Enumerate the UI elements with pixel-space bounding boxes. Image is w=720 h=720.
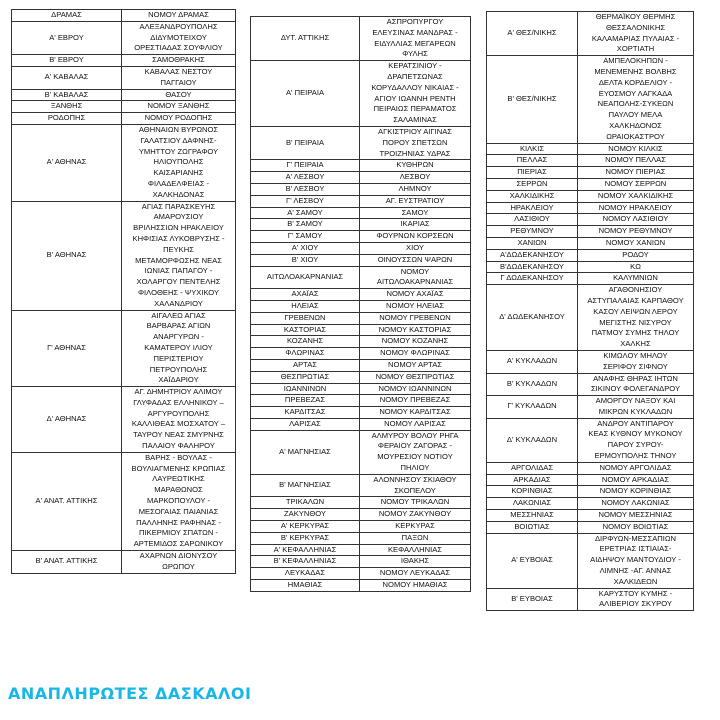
table-row [12, 89, 236, 101]
municipalities-cell: ΚΩ [578, 261, 694, 273]
area-cell: ΑΙΤΩΛΟΑΚΑΡΝΑΝΙΑΣ [251, 266, 360, 289]
municipalities-cell: ΝΟΜΟΥ ΙΩΑΝΝΙΝΩΝ [360, 383, 471, 395]
municipalities-cell: ΝΟΜΟΥ ΠΡΕΒΕΖΑΣ [360, 395, 471, 407]
municipalities-cell: ΑΓΑΘΟΝΗΣΙΟΥ ΑΣΤΥΠΑΛΑΙΑΣ ΚΑΡΠΑΘΟΥ ΚΑΣΟΥ ΛΕΙΨΩΝ ΛΕΡΟΥ ΜΕΓΙΣΤΗΣ ΝΙΣΥΡΟΥ ΠΑΤΜΟΥ ΣΥΜΗΣ ΤΗΛΟΥ ΧΑΛΚΗΣ [578, 285, 694, 351]
area-cell: ΗΡΑΚΛΕΙΟΥ [487, 202, 578, 214]
table-row [487, 462, 694, 474]
table-row [251, 266, 471, 289]
area-cell: ΡΟΔΟΠΗΣ [12, 113, 122, 125]
area-cell: ΗΛΕΙΑΣ [251, 300, 360, 312]
area-cell: ΞΑΝΘΗΣ [12, 101, 122, 113]
table-row [251, 348, 471, 360]
area-cell: ΑΡΓΟΛΙΔΑΣ [487, 462, 578, 474]
table-row [251, 509, 471, 521]
municipalities-cell: ΝΟΜΟΥ ΚΙΛΚΙΣ [578, 143, 694, 155]
table-row [251, 395, 471, 407]
municipalities-cell: ΑΓ. ΕΥΣΤΡΑΤΙΟΥ [360, 195, 471, 207]
municipalities-cell: ΝΟΜΟΥ ΠΕΛΛΑΣ [578, 155, 694, 167]
areas-table-middle [250, 16, 471, 592]
areas-table-left [11, 9, 236, 574]
table-row [251, 359, 471, 371]
area-cell: Δ' ΑΘΗΝΑΣ [12, 387, 122, 453]
table-row [12, 55, 236, 67]
municipalities-cell: ΑΙΓΑΛΕΩ ΑΓΙΑΣ ΒΑΡΒΑΡΑΣ ΑΓΙΩΝ ΑΝΑΡΓΥΡΩΝ - ΚΑΜΑΤΕΡΟΥ ΙΛΙΟΥ ΠΕΡΙΣΤΕΡΙΟΥ ΠΕΤΡΟΥΠΟΛΗΣ ΧΑΪΔΑΡΙΟΥ [122, 310, 236, 387]
municipalities-cell: ΑΓ. ΔΗΜΗΤΡΙΟΥ ΑΛΙΜΟΥ ΓΛΥΦΑΔΑΣ ΕΛΛΗΝΙΚΟΥ – ΑΡΓΥΡΟΥΠΟΛΗΣ ΚΑΛΛΙΘΕΑΣ ΜΟΣΧΑΤΟΥ – ΤΑΥΡΟΥ ΝΕΑΣ ΣΜΥΡΝΗΣ ΠΑΛΑΙΟΥ ΦΑΛΗΡΟΥ [122, 387, 236, 453]
area-cell: ΒΟΙΩΤΙΑΣ [487, 521, 578, 533]
table-row [251, 183, 471, 195]
municipalities-cell: ΛΗΜΝΟΥ [360, 183, 471, 195]
table-row [251, 407, 471, 419]
area-cell: Α' ΚΕΦΑΛΛΗΝΙΑΣ [251, 544, 360, 556]
area-cell: ΦΛΩΡΙΝΑΣ [251, 348, 360, 360]
area-cell: ΛΑΡΙΣΑΣ [251, 418, 360, 430]
municipalities-cell: ΝΟΜΟΥ ΦΛΩΡΙΝΑΣ [360, 348, 471, 360]
table-row [12, 452, 236, 550]
area-cell: Α' ΘΕΣ/ΝΙΚΗΣ [487, 12, 578, 56]
table-row [487, 373, 694, 396]
area-cell: Α' ΚΕΡΚΥΡΑΣ [251, 521, 360, 533]
area-cell: Α' ΧΙΟΥ [251, 242, 360, 254]
area-cell: Β' ΠΕΙΡΑΙΑ [251, 126, 360, 159]
area-cell: ΛΑΣΙΘΙΟΥ [487, 214, 578, 226]
table-row [251, 300, 471, 312]
municipalities-cell: ΡΟΔΟΥ [578, 249, 694, 261]
area-cell: ΚΑΣΤΟΡΙΑΣ [251, 324, 360, 336]
municipalities-cell: ΑΝΔΡΟΥ ΑΝΤΙΠΑΡΟΥ ΚΕΑΣ ΚΥΘΝΟΥ ΜΥΚΟΝΟΥ ΠΑΡΟΥ ΣΥΡΟΥ- ΕΡΜΟΥΠΟΛΗΣ ΤΗΝΟΥ [578, 418, 694, 462]
area-cell: ΗΜΑΘΙΑΣ [251, 580, 360, 592]
table-row [12, 201, 236, 310]
table-row [12, 101, 236, 113]
table-row [12, 21, 236, 54]
table-row [487, 350, 694, 373]
table-row [251, 474, 471, 497]
table-row [251, 207, 471, 219]
table-row [251, 61, 471, 127]
area-cell: Β' ΛΕΣΒΟΥ [251, 183, 360, 195]
municipalities-cell: ΑΘΗΝΑΙΩΝ ΒΥΡΩΝΟΣ ΓΑΛΑΤΣΙΟΥ ΔΑΦΝΗΣ- ΥΜΗΤΤΟΥ ΖΩΓΡΑΦΟΥ ΗΛΙΟΥΠΟΛΗΣ ΚΑΙΣΑΡΙΑΝΗΣ ΦΙΛΑΔΕΛΦΕΙΑΣ - ΧΑΛΚΗΔΟΝΑΣ [122, 124, 236, 201]
municipalities-cell: ΣΑΜΟΥ [360, 207, 471, 219]
table-row [487, 202, 694, 214]
municipalities-cell: ΔΙΡΦΥΩΝ-ΜΕΣΣΑΠΙΩΝ ΕΡΕΤΡΙΑΣ ΙΣΤΙΑΙΑΣ- ΑΙΔΗΨΟΥ ΜΑΝΤΟΥΔΙΟΥ - ΛΙΜΝΗΣ -ΑΓ. ΑΝΝΑΣ ΧΑΛΚΙΔΕΩΝ [578, 533, 694, 588]
area-cell: Γ' ΛΕΣΒΟΥ [251, 195, 360, 207]
area-cell: ΛΕΥΚΑΔΑΣ [251, 568, 360, 580]
municipalities-cell: ΚΕΡΑΤΣΙΝΙΟΥ - ΔΡΑΠΕΤΣΩΝΑΣ ΚΟΡΥΔΑΛΛΟΥ ΝΙΚΑΙΑΣ - ΑΓΙΟΥ ΙΩΑΝΝΗ ΡΕΝΤΗ ΠΕΙΡΑΙΩΣ ΠΕΡΑΜΑΤΟΣ ΣΑΛΑΜΙΝΑΣ [360, 61, 471, 127]
area-cell: Α' ΑΝΑΤ. ΑΤΤΙΚΗΣ [12, 452, 122, 550]
municipalities-cell: ΝΟΜΟΥ ΗΡΑΚΛΕΙΟΥ [578, 202, 694, 214]
area-cell: Α' ΚΑΒΑΛΑΣ [12, 66, 122, 89]
area-cell: ΖΑΚΥΝΘΟΥ [251, 509, 360, 521]
area-cell: Α'ΔΩΔΕΚΑΝΗΣΟΥ [487, 249, 578, 261]
area-cell: ΠΙΕΡΙΑΣ [487, 167, 578, 179]
municipalities-cell: ΘΑΣΟΥ [122, 89, 236, 101]
table-row [487, 226, 694, 238]
municipalities-cell: ΝΟΜΟΥ ΛΑΣΙΘΙΟΥ [578, 214, 694, 226]
table-row [12, 124, 236, 201]
area-cell: Γ' ΚΥΚΛΑΔΩΝ [487, 396, 578, 419]
area-cell: Β' ΣΑΜΟΥ [251, 219, 360, 231]
table-row [251, 336, 471, 348]
area-cell: ΧΑΛΚΙΔΙΚΗΣ [487, 190, 578, 202]
municipalities-cell: ΚΑΛΥΜΝΙΩΝ [578, 273, 694, 285]
area-cell: Α' ΕΥΒΟΙΑΣ [487, 533, 578, 588]
municipalities-cell: ΒΑΡΗΣ - ΒΟΥΛΑΣ - ΒΟΥΛΙΑΓΜΕΝΗΣ ΚΡΩΠΙΑΣ ΛΑΥΡΕΩΤΙΚΗΣ ΜΑΡΑΘΩΝΟΣ ΜΑΡΚΟΠΟΥΛΟΥ - ΜΕΣΟΓΑΙΑΣ ΠΑΙΑΝΙΑΣ ΠΑΛΛΗΝΗΣ ΡΑΦΗΝΑΣ - ΠΙΚΕΡΜΙΟΥ ΣΠΑΤΩΝ - ΑΡΤΕΜΙΔΟΣ ΣΑΡΩΝΙΚΟΥ [122, 452, 236, 550]
municipalities-cell: ΙΘΑΚΗΣ [360, 556, 471, 568]
municipalities-cell: ΝΟΜΟΥ ΚΟΖΑΝΗΣ [360, 336, 471, 348]
municipalities-cell: ΝΟΜΟΥ ΑΧΑΪΑΣ [360, 289, 471, 301]
municipalities-cell: ΝΟΜΟΥ ΘΕΣΠΡΩΤΙΑΣ [360, 371, 471, 383]
table-row [12, 551, 236, 574]
municipalities-cell: ΝΟΜΟΥ ΚΑΡΔΙΤΣΑΣ [360, 407, 471, 419]
area-cell: Β' ΚΥΚΛΑΔΩΝ [487, 373, 578, 396]
area-cell: Β' ΧΙΟΥ [251, 254, 360, 266]
area-cell: Β' ΑΘΗΝΑΣ [12, 201, 122, 310]
area-cell: Β' ΕΒΡΟΥ [12, 55, 122, 67]
area-cell: Δ' ΔΩΔΕΚΑΝΗΣΟΥ [487, 285, 578, 351]
municipalities-cell: ΦΟΥΡΝΩΝ ΚΟΡΣΕΩΝ [360, 231, 471, 243]
table-row [251, 580, 471, 592]
area-cell: ΑΧΑΪΑΣ [251, 289, 360, 301]
municipalities-cell: ΚΕΡΚΥΡΑΣ [360, 521, 471, 533]
area-cell: ΓΡΕΒΕΝΩΝ [251, 312, 360, 324]
areas-table-right [486, 11, 694, 611]
table-row [251, 242, 471, 254]
municipalities-cell: ΚΥΘΗΡΩΝ [360, 160, 471, 172]
area-cell: ΠΡΕΒΕΖΑΣ [251, 395, 360, 407]
municipalities-cell: ΝΟΜΟΥ ΛΕΥΚΑΔΑΣ [360, 568, 471, 580]
area-cell: ΚΙΛΚΙΣ [487, 143, 578, 155]
municipalities-cell: ΙΚΑΡΙΑΣ [360, 219, 471, 231]
area-cell: Α' ΕΒΡΟΥ [12, 21, 122, 54]
municipalities-cell: ΝΟΜΟΥ ΑΡΓΟΛΙΔΑΣ [578, 462, 694, 474]
table-row [12, 310, 236, 387]
table-row [251, 532, 471, 544]
caption-text: ΑΝΑΠΛΗΡΩΤΕΣ ΔΑΣΚΑΛΟΙ [8, 684, 252, 703]
table-row [487, 214, 694, 226]
municipalities-cell: ΝΟΜΟΥ ΑΡΤΑΣ [360, 359, 471, 371]
area-cell: ΚΑΡΔΙΤΣΑΣ [251, 407, 360, 419]
area-cell: ΤΡΙΚΑΛΩΝ [251, 497, 360, 509]
area-cell: Α' ΚΥΚΛΑΔΩΝ [487, 350, 578, 373]
municipalities-cell: ΑΛΜΥΡΟΥ ΒΟΛΟΥ ΡΗΓΑ ΦΕΡΑΙΟΥ ΖΑΓΟΡΑΣ - ΜΟΥΡΕΣΙΟΥ ΝΟΤΙΟΥ ΠΗΛΙΟΥ [360, 430, 471, 474]
table-row [251, 568, 471, 580]
table-row [487, 396, 694, 419]
municipalities-cell: ΝΟΜΟΥ ΡΕΘΥΜΝΟΥ [578, 226, 694, 238]
municipalities-cell: ΝΟΜΟΥ ΤΡΙΚΑΛΩΝ [360, 497, 471, 509]
area-cell: ΧΑΝΙΩΝ [487, 237, 578, 249]
municipalities-cell: ΝΟΜΟΥ ΠΙΕΡΙΑΣ [578, 167, 694, 179]
municipalities-cell: ΝΟΜΟΥ ΣΕΡΡΩΝ [578, 178, 694, 190]
table-row [251, 126, 471, 159]
municipalities-cell: ΑΛΟΝΝΗΣΟΥ ΣΚΙΑΘΟΥ ΣΚΟΠΕΛΟΥ [360, 474, 471, 497]
area-cell: ΠΕΛΛΑΣ [487, 155, 578, 167]
area-cell: Γ' ΠΕΙΡΑΙΑ [251, 160, 360, 172]
table-row [487, 285, 694, 351]
table-row [487, 190, 694, 202]
municipalities-cell: ΑΧΑΡΝΩΝ ΔΙΟΝΥΣΟΥ ΩΡΩΠΟΥ [122, 551, 236, 574]
municipalities-cell: ΑΓΚΙΣΤΡΙΟΥ ΑΙΓΙΝΑΣ ΠΟΡΟΥ ΣΠΕΤΣΩΝ ΤΡΟΙΖΗΝΙΑΣ ΥΔΡΑΣ [360, 126, 471, 159]
area-cell: Β' ΚΕΡΚΥΡΑΣ [251, 532, 360, 544]
area-cell: ΑΡΤΑΣ [251, 359, 360, 371]
table-row [12, 113, 236, 125]
municipalities-cell: ΑΜΠΕΛΟΚΗΠΩΝ - ΜΕΝΕΜΕΝΗΣ ΒΟΛΒΗΣ ΔΕΛΤΑ ΚΟΡΔΕΛΙΟΥ - ΕΥΟΣΜΟΥ ΛΑΓΚΑΔΑ ΝΕΑΠΟΛΗΣ-ΣΥΚΕΩΝ ΠΑΥΛΟΥ ΜΕΛΑ ΧΑΛΚΗΔΟΝΟΣ ΩΡΑΙΟΚΑΣΤΡΟΥ [578, 56, 694, 143]
municipalities-cell: ΝΟΜΟΥ ΚΟΡΙΝΘΙΑΣ [578, 486, 694, 498]
table-row [487, 167, 694, 179]
area-cell: Β' ΚΑΒΑΛΑΣ [12, 89, 122, 101]
area-cell: ΣΕΡΡΩΝ [487, 178, 578, 190]
table-row [487, 521, 694, 533]
area-cell: Α' ΠΕΙΡΑΙΑ [251, 61, 360, 127]
table-row [251, 324, 471, 336]
table-row [487, 273, 694, 285]
table-row [251, 430, 471, 474]
area-cell: ΜΕΣΣΗΝΙΑΣ [487, 510, 578, 522]
table-row [251, 521, 471, 533]
area-cell: ΙΩΑΝΝΙΝΩΝ [251, 383, 360, 395]
area-cell: Α' ΣΑΜΟΥ [251, 207, 360, 219]
area-cell: ΚΟΡΙΝΘΙΑΣ [487, 486, 578, 498]
area-cell: Γ ΔΩΔΕΚΑΝΗΣΟΥ [487, 273, 578, 285]
table-row [251, 544, 471, 556]
table-row [12, 10, 236, 22]
area-cell: Β'ΔΩΔΕΚΑΝΗΣΟΥ [487, 261, 578, 273]
table-row [487, 498, 694, 510]
table-row [487, 261, 694, 273]
municipalities-cell: ΑΜΟΡΓΟΥ ΝΑΞΟΥ ΚΑΙ ΜΙΚΡΩΝ ΚΥΚΛΑΔΩΝ [578, 396, 694, 419]
table-row [487, 588, 694, 611]
municipalities-cell: ΝΟΜΟΥ ΖΑΚΥΝΘΟΥ [360, 509, 471, 521]
municipalities-cell: ΑΝΑΦΗΣ ΘΗΡΑΣ ΙΗΤΩΝ ΣΙΚΙΝΟΥ ΦΟΛΕΓΑΝΔΡΟΥ [578, 373, 694, 396]
municipalities-cell: ΑΣΠΡΟΠΥΡΓΟΥ ΕΛΕΥΣΙΝΑΣ ΜΑΝΔΡΑΣ - ΕΙΔΥΛΛΙΑΣ ΜΕΓΑΡΕΩΝ ΦΥΛΗΣ [360, 17, 471, 61]
municipalities-cell: ΝΟΜΟΥ ΜΕΣΣΗΝΙΑΣ [578, 510, 694, 522]
area-cell: Γ' ΣΑΜΟΥ [251, 231, 360, 243]
table-row [487, 56, 694, 143]
municipalities-cell: ΠΑΞΩΝ [360, 532, 471, 544]
table-row [251, 556, 471, 568]
table-row [251, 219, 471, 231]
table-row [251, 172, 471, 184]
municipalities-cell: ΝΟΜΟΥ ΑΡΚΑΔΙΑΣ [578, 474, 694, 486]
municipalities-cell: ΝΟΜΟΥ ΑΙΤΩΛΟΑΚΑΡΝΑΝΙΑΣ [360, 266, 471, 289]
area-cell: Α' ΜΑΓΝΗΣΙΑΣ [251, 430, 360, 474]
area-cell: Β' ΕΥΒΟΙΑΣ [487, 588, 578, 611]
municipalities-cell: ΣΑΜΟΘΡΑΚΗΣ [122, 55, 236, 67]
municipalities-cell: ΝΟΜΟΥ ΗΛΕΙΑΣ [360, 300, 471, 312]
table-row [251, 231, 471, 243]
table-row [487, 249, 694, 261]
area-cell: ΔΡΑΜΑΣ [12, 10, 122, 22]
municipalities-cell: ΚΕΦΑΛΛΗΝΙΑΣ [360, 544, 471, 556]
table-row [251, 254, 471, 266]
area-cell: Δ' ΚΥΚΛΑΔΩΝ [487, 418, 578, 462]
municipalities-cell: ΝΟΜΟΥ ΒΟΙΩΤΙΑΣ [578, 521, 694, 533]
municipalities-cell: ΝΟΜΟΥ ΧΑΝΙΩΝ [578, 237, 694, 249]
area-cell: ΚΟΖΑΝΗΣ [251, 336, 360, 348]
table-row [487, 533, 694, 588]
municipalities-cell: ΝΟΜΟΥ ΞΑΝΘΗΣ [122, 101, 236, 113]
table-row [251, 383, 471, 395]
table-row [487, 143, 694, 155]
municipalities-cell: ΝΟΜΟΥ ΚΑΣΤΟΡΙΑΣ [360, 324, 471, 336]
table-row [251, 418, 471, 430]
municipalities-cell: ΚΑΡΥΣΤΟΥ ΚΥΜΗΣ - ΑΛΙΒΕΡΙΟΥ ΣΚΥΡΟΥ [578, 588, 694, 611]
table-row [487, 155, 694, 167]
table-row [487, 474, 694, 486]
area-cell: Γ' ΑΘΗΝΑΣ [12, 310, 122, 387]
table-row [251, 160, 471, 172]
table-row [251, 312, 471, 324]
municipalities-cell: ΑΛΕΞΑΝΔΡΟΥΠΟΛΗΣ ΔΙΔΥΜΟΤΕΙΧΟΥ ΟΡΕΣΤΙΑΔΑΣ ΣΟΥΦΛΙΟΥ [122, 21, 236, 54]
table-row [251, 17, 471, 61]
area-cell: Β' ΑΝΑΤ. ΑΤΤΙΚΗΣ [12, 551, 122, 574]
table-row [251, 195, 471, 207]
municipalities-cell: ΝΟΜΟΥ ΔΡΑΜΑΣ [122, 10, 236, 22]
area-cell: ΔΥΤ. ΑΤΤΙΚΗΣ [251, 17, 360, 61]
table-row [251, 371, 471, 383]
municipalities-cell: ΚΑΒΑΛΑΣ ΝΕΣΤΟΥ ΠΑΓΓΑΙΟΥ [122, 66, 236, 89]
municipalities-cell: ΝΟΜΟΥ ΗΜΑΘΙΑΣ [360, 580, 471, 592]
table-row [487, 237, 694, 249]
area-cell: ΡΕΘΥΜΝΟΥ [487, 226, 578, 238]
area-cell: ΑΡΚΑΔΙΑΣ [487, 474, 578, 486]
municipalities-cell: ΟΙΝΟΥΣΣΩΝ ΨΑΡΩΝ [360, 254, 471, 266]
table-row [487, 418, 694, 462]
municipalities-cell: ΝΟΜΟΥ ΧΑΛΚΙΔΙΚΗΣ [578, 190, 694, 202]
area-cell: Α' ΛΕΣΒΟΥ [251, 172, 360, 184]
municipalities-cell: ΛΕΣΒΟΥ [360, 172, 471, 184]
table-row [12, 387, 236, 453]
table-row [251, 289, 471, 301]
municipalities-cell: ΝΟΜΟΥ ΓΡΕΒΕΝΩΝ [360, 312, 471, 324]
area-cell: ΛΑΚΩΝΙΑΣ [487, 498, 578, 510]
area-cell: ΘΕΣΠΡΩΤΙΑΣ [251, 371, 360, 383]
municipalities-cell: ΝΟΜΟΥ ΡΟΔΟΠΗΣ [122, 113, 236, 125]
area-cell: Β' ΜΑΓΝΗΣΙΑΣ [251, 474, 360, 497]
table-row [12, 66, 236, 89]
municipalities-cell: ΘΕΡΜΑΪΚΟΥ ΘΕΡΜΗΣ ΘΕΣΣΑΛΟΝΙΚΗΣ ΚΑΛΑΜΑΡΙΑΣ ΠΥΛΑΙΑΣ - ΧΟΡΤΙΑΤΗ [578, 12, 694, 56]
area-cell: Β' ΚΕΦΑΛΛΗΝΙΑΣ [251, 556, 360, 568]
table-row [487, 12, 694, 56]
municipalities-cell: ΝΟΜΟΥ ΛΑΡΙΣΑΣ [360, 418, 471, 430]
table-row [487, 178, 694, 190]
municipalities-cell: ΑΓΙΑΣ ΠΑΡΑΣΚΕΥΗΣ ΑΜΑΡΟΥΣΙΟΥ ΒΡΙΛΗΣΣΙΩΝ ΗΡΑΚΛΕΙΟΥ ΚΗΦΙΣΙΑΣ ΛΥΚΟΒΡΥΣΗΣ - ΠΕΥΚΗΣ ΜΕΤΑΜΟΡΦΩΣΗΣ ΝΕΑΣ ΙΩΝΙΑΣ ΠΑΠΑΓΟΥ - ΧΟΛΑΡΓΟΥ ΠΕΝΤΕΛΗΣ ΦΙΛΟΘΕΗΣ - ΨΥΧΙΚΟΥ ΧΑΛΑΝΔΡΙΟΥ [122, 201, 236, 310]
area-cell: Β' ΘΕΣ/ΝΙΚΗΣ [487, 56, 578, 143]
table-row [251, 497, 471, 509]
area-cell: Α' ΑΘΗΝΑΣ [12, 124, 122, 201]
municipalities-cell: ΧΙΟΥ [360, 242, 471, 254]
table-row [487, 510, 694, 522]
table-row [487, 486, 694, 498]
municipalities-cell: ΚΙΜΩΛΟΥ ΜΗΛΟΥ ΣΕΡΙΦΟΥ ΣΙΦΝΟΥ [578, 350, 694, 373]
municipalities-cell: ΝΟΜΟΥ ΛΑΚΩΝΙΑΣ [578, 498, 694, 510]
